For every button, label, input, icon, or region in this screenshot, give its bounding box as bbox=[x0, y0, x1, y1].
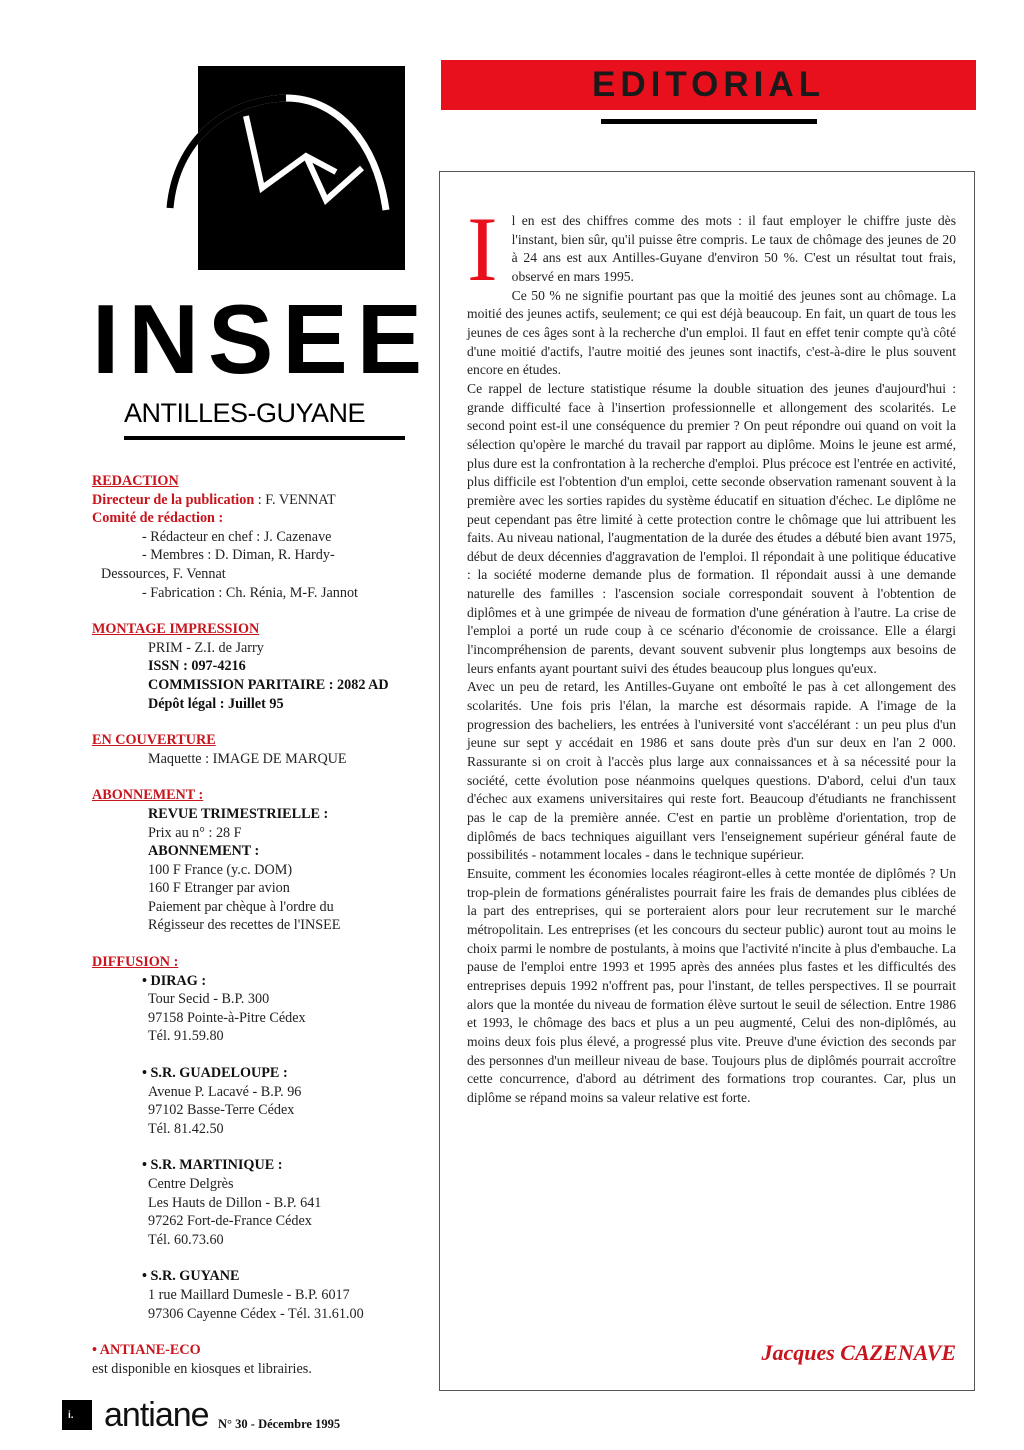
insee-footer-logo bbox=[62, 1400, 92, 1430]
guadeloupe-phone: Tél. 81.42.50 bbox=[148, 1120, 224, 1137]
guadeloupe-address-2: 97102 Basse-Terre Cédex bbox=[148, 1102, 295, 1119]
credit-prix: Prix au n° : 28 F bbox=[148, 824, 242, 841]
editorial-paragraph-4: Avec un peu de retard, les Antilles-Guyane ont emboîté le pas à cet allongement des scolarités. Une fois pris l'élan, la marche est désormais rapide. A l'image de la progression des bacheliers, les entrées à l'université vont s'accélérant : un peu plus d'un jeune sur sept y accédait en 1986 et sans doute près d'un sur deux en l'an 2 000. Rassurante si on croit à l'accès plus large aux connaissances et à sa nécessité pour la société, cette évolution pose néanmoins quelques questions. D'abord, celui d'un taux d'échec aux examens universitaires qui reste fort. Beaucoup d'étudiants ne franchissent pas le cap de la première année. C'est en partie un problème d'orientation, trop de diplômés de bacs techniques aiguillant vers l'enseignement supérieur général faute de possibilités - notamment locales - dans le technique supérieur. bbox=[467, 679, 956, 863]
credit-fabrication: - Fabrication : Ch. Rénia, M-F. Jannot bbox=[142, 584, 358, 601]
antiane-eco-availability: est disponible en kiosques et librairies. bbox=[92, 1360, 312, 1377]
org-name: INSEE bbox=[92, 284, 432, 394]
dirag-address-1: Tour Secid - B.P. 300 bbox=[148, 991, 270, 1008]
insee-emblem-icon bbox=[166, 60, 406, 280]
credit-membres-line1: - Membres : D. Diman, R. Hardy- bbox=[142, 547, 335, 564]
credits-column bbox=[92, 472, 412, 1378]
region-underline bbox=[124, 436, 405, 440]
directeur-value: : F. VENNAT bbox=[254, 491, 336, 508]
credit-depot: Dépôt légal : Juillet 95 bbox=[148, 695, 284, 712]
editorial-paragraph-1: l en est des chiffres comme des mots : il faut employer le chiffre juste dès l'instant, bien sûr, qu'il puisse être compris. Le taux de chômage des jeunes de 20 à 24 ans est aux Antilles-Guyane d'environ 50 %. C'est un résultat tout frais, observé en mars 1995. bbox=[511, 213, 956, 284]
credit-redacteur: - Rédacteur en chef : J. Cazenave bbox=[142, 528, 332, 545]
editorial-banner bbox=[441, 60, 976, 110]
credit-membres-line2: Dessources, F. Vennat bbox=[101, 565, 226, 582]
credit-paiement-line1: Paiement par chèque à l'ordre du bbox=[148, 898, 334, 915]
guyane-name: • S.R. GUYANE bbox=[142, 1268, 240, 1285]
credit-revue: REVUE TRIMESTRIELLE : bbox=[148, 805, 329, 822]
editorial-underline bbox=[601, 119, 817, 124]
section-title-abonnement: ABONNEMENT : bbox=[92, 787, 204, 804]
section-title-couverture: EN COUVERTURE bbox=[92, 732, 216, 749]
martinique-address-2: Les Hauts de Dillon - B.P. 641 bbox=[148, 1194, 322, 1211]
guyane-address-1: 1 rue Maillard Dumesle - B.P. 6017 bbox=[148, 1286, 350, 1303]
comite-label: Comité de rédaction : bbox=[92, 510, 224, 527]
credit-prim: PRIM - Z.I. de Jarry bbox=[148, 639, 264, 656]
issue-number: N° 30 - Décembre 1995 bbox=[218, 1417, 341, 1431]
credit-directeur bbox=[92, 491, 412, 510]
martinique-address-3: 97262 Fort-de-France Cédex bbox=[148, 1213, 312, 1230]
editorial-title: EDITORIAL bbox=[592, 65, 825, 104]
martinique-phone: Tél. 60.73.60 bbox=[148, 1231, 224, 1248]
editorial-paragraph-3: Ce rappel de lecture statistique résume la double situation des jeunes d'aujourd'hui : grande difficulté face à l'insertion professionnelle et allongement des scolarités. Le second point est-il une conséquence du premier ? On peut répondre oui quand on voit la sélection qu'opère le marché du travail par rapport au diplôme. Moins le jeune est armé, plus dure est la confrontation à la recherche d'emploi. Plus précoce est l'entrée en activité, plus difficile est l'obtention d'un emploi, cette seconde observation ramenant souvent à la première avec les sorties rapides du système éducatif en situation d'échec. Le diplôme ne peut cependant pas être limité à cette protection contre le chômage que lui attribuent les faits. Au niveau national, l'augmentation de la durée des études a débuté bien avant 1975, début de deux décennies d'aggravation de l'emploi. Il répondait à une politique éducative : la société moderne demande plus de formation. Il répondait aussi à une demande naturelle des familles : l'ascension sociale correspondait souvent à l'obtention de diplômes et à une grimpée de niveau de formation d'une génération à l'autre. La crise de l'emploi a porté un rude coup à ce scénario d'économie de croissance. Elle a élargi l'incompréhension de parents, devant souvent subvenir plus longtemps aux besoins de leurs enfants ayant pourtant suivi des études beaucoup plus longues qu'eux. bbox=[467, 380, 956, 676]
editorial-body bbox=[467, 198, 956, 1108]
antiane-eco-name: • ANTIANE-ECO bbox=[92, 1342, 201, 1359]
author-signature: Jacques CAZENAVE bbox=[761, 1340, 956, 1365]
editorial-paragraph-2: Ce 50 % ne signifie pourtant pas que la moitié des jeunes sont au chômage. La moitié des jeunes actifs, seulement; ce qui est déjà beaucoup. En fait, un quart de tous les jeunes de ces âges sont à la recherche d'un emploi. Il faut en effet tenir compte qu'à côté d'une moitié d'actifs, l'autre moitié des jeunes sont inactifs, c'est-à-dire le plus souvent encore en études. bbox=[467, 287, 956, 378]
martinique-address-1: Centre Delgrès bbox=[148, 1176, 234, 1192]
dirag-name: • DIRAG : bbox=[142, 972, 207, 989]
credit-issn: ISSN : 097-4216 bbox=[148, 658, 246, 675]
credit-france: 100 F France (y.c. DOM) bbox=[148, 861, 293, 878]
region-name: ANTILLES-GUYANE bbox=[124, 398, 366, 428]
credit-etranger: 160 F Etranger par avion bbox=[148, 880, 290, 897]
dirag-address-2: 97158 Pointe-à-Pitre Cédex bbox=[148, 1009, 306, 1026]
section-title-montage: MONTAGE IMPRESSION bbox=[92, 621, 260, 638]
credit-paiement-line2: Régisseur des recettes de l'INSEE bbox=[148, 917, 341, 934]
footer-logo-mark: i. bbox=[68, 1410, 74, 1421]
credit-maquette: Maquette : IMAGE DE MARQUE bbox=[148, 750, 347, 767]
guadeloupe-address-1: Avenue P. Lacavé - B.P. 96 bbox=[148, 1083, 302, 1100]
section-title-redaction: REDACTION bbox=[92, 473, 179, 489]
directeur-label: Directeur de la publication bbox=[92, 491, 255, 508]
credit-commission: COMMISSION PARITAIRE : 2082 AD bbox=[148, 676, 389, 693]
section-title-diffusion: DIFFUSION : bbox=[92, 954, 179, 971]
guyane-address-2: 97306 Cayenne Cédex - Tél. 31.61.00 bbox=[148, 1305, 364, 1322]
guadeloupe-name: • S.R. GUADELOUPE : bbox=[142, 1065, 288, 1082]
drop-cap: I bbox=[467, 198, 498, 300]
publication-brand: antiane bbox=[104, 1396, 209, 1434]
credit-abonnement-sub: ABONNEMENT : bbox=[148, 843, 260, 860]
martinique-name: • S.R. MARTINIQUE : bbox=[142, 1157, 283, 1174]
editorial-paragraph-5: Ensuite, comment les économies locales réagiront-elles à cette montée de diplômés ? Un trop-plein de formations généralistes pourrait faire les frais de demandes plus ciblées de la part des entreprises, qui se porteraient alors pour leur recrutement sur le marché métropolitain. Les entreprises (et les concours du secteur public) auront tout au moins le choix parmi le nombre de postulants, à moins que l'activité n'incite à plus d'embauche. La pause de l'emploi entre 1993 et 1995 après des années plus fastes et les difficultés des entreprises depuis 1992 n'offrent pas, pour l'instant, de telles perspectives. Il se pourrait alors que la montée du niveau de formation élève surtout le seuil de sélection. Entre 1986 et 1993, le chômage des bacs et plus a un peu augmenté, Celui des non-diplômés, au moins deux fois plus élevé, a progressé plus vite. Preuve d'une éviction des seconds par des personnes d'un meilleur niveau de base. Toujours plus de diplômés pourrait accroître cette concurrence, d'abord au détriment des formations trop courantes. Car, plus un diplôme se répand moins sa valeur relative est forte. bbox=[467, 865, 956, 1105]
dirag-phone: Tél. 91.59.80 bbox=[148, 1028, 224, 1045]
